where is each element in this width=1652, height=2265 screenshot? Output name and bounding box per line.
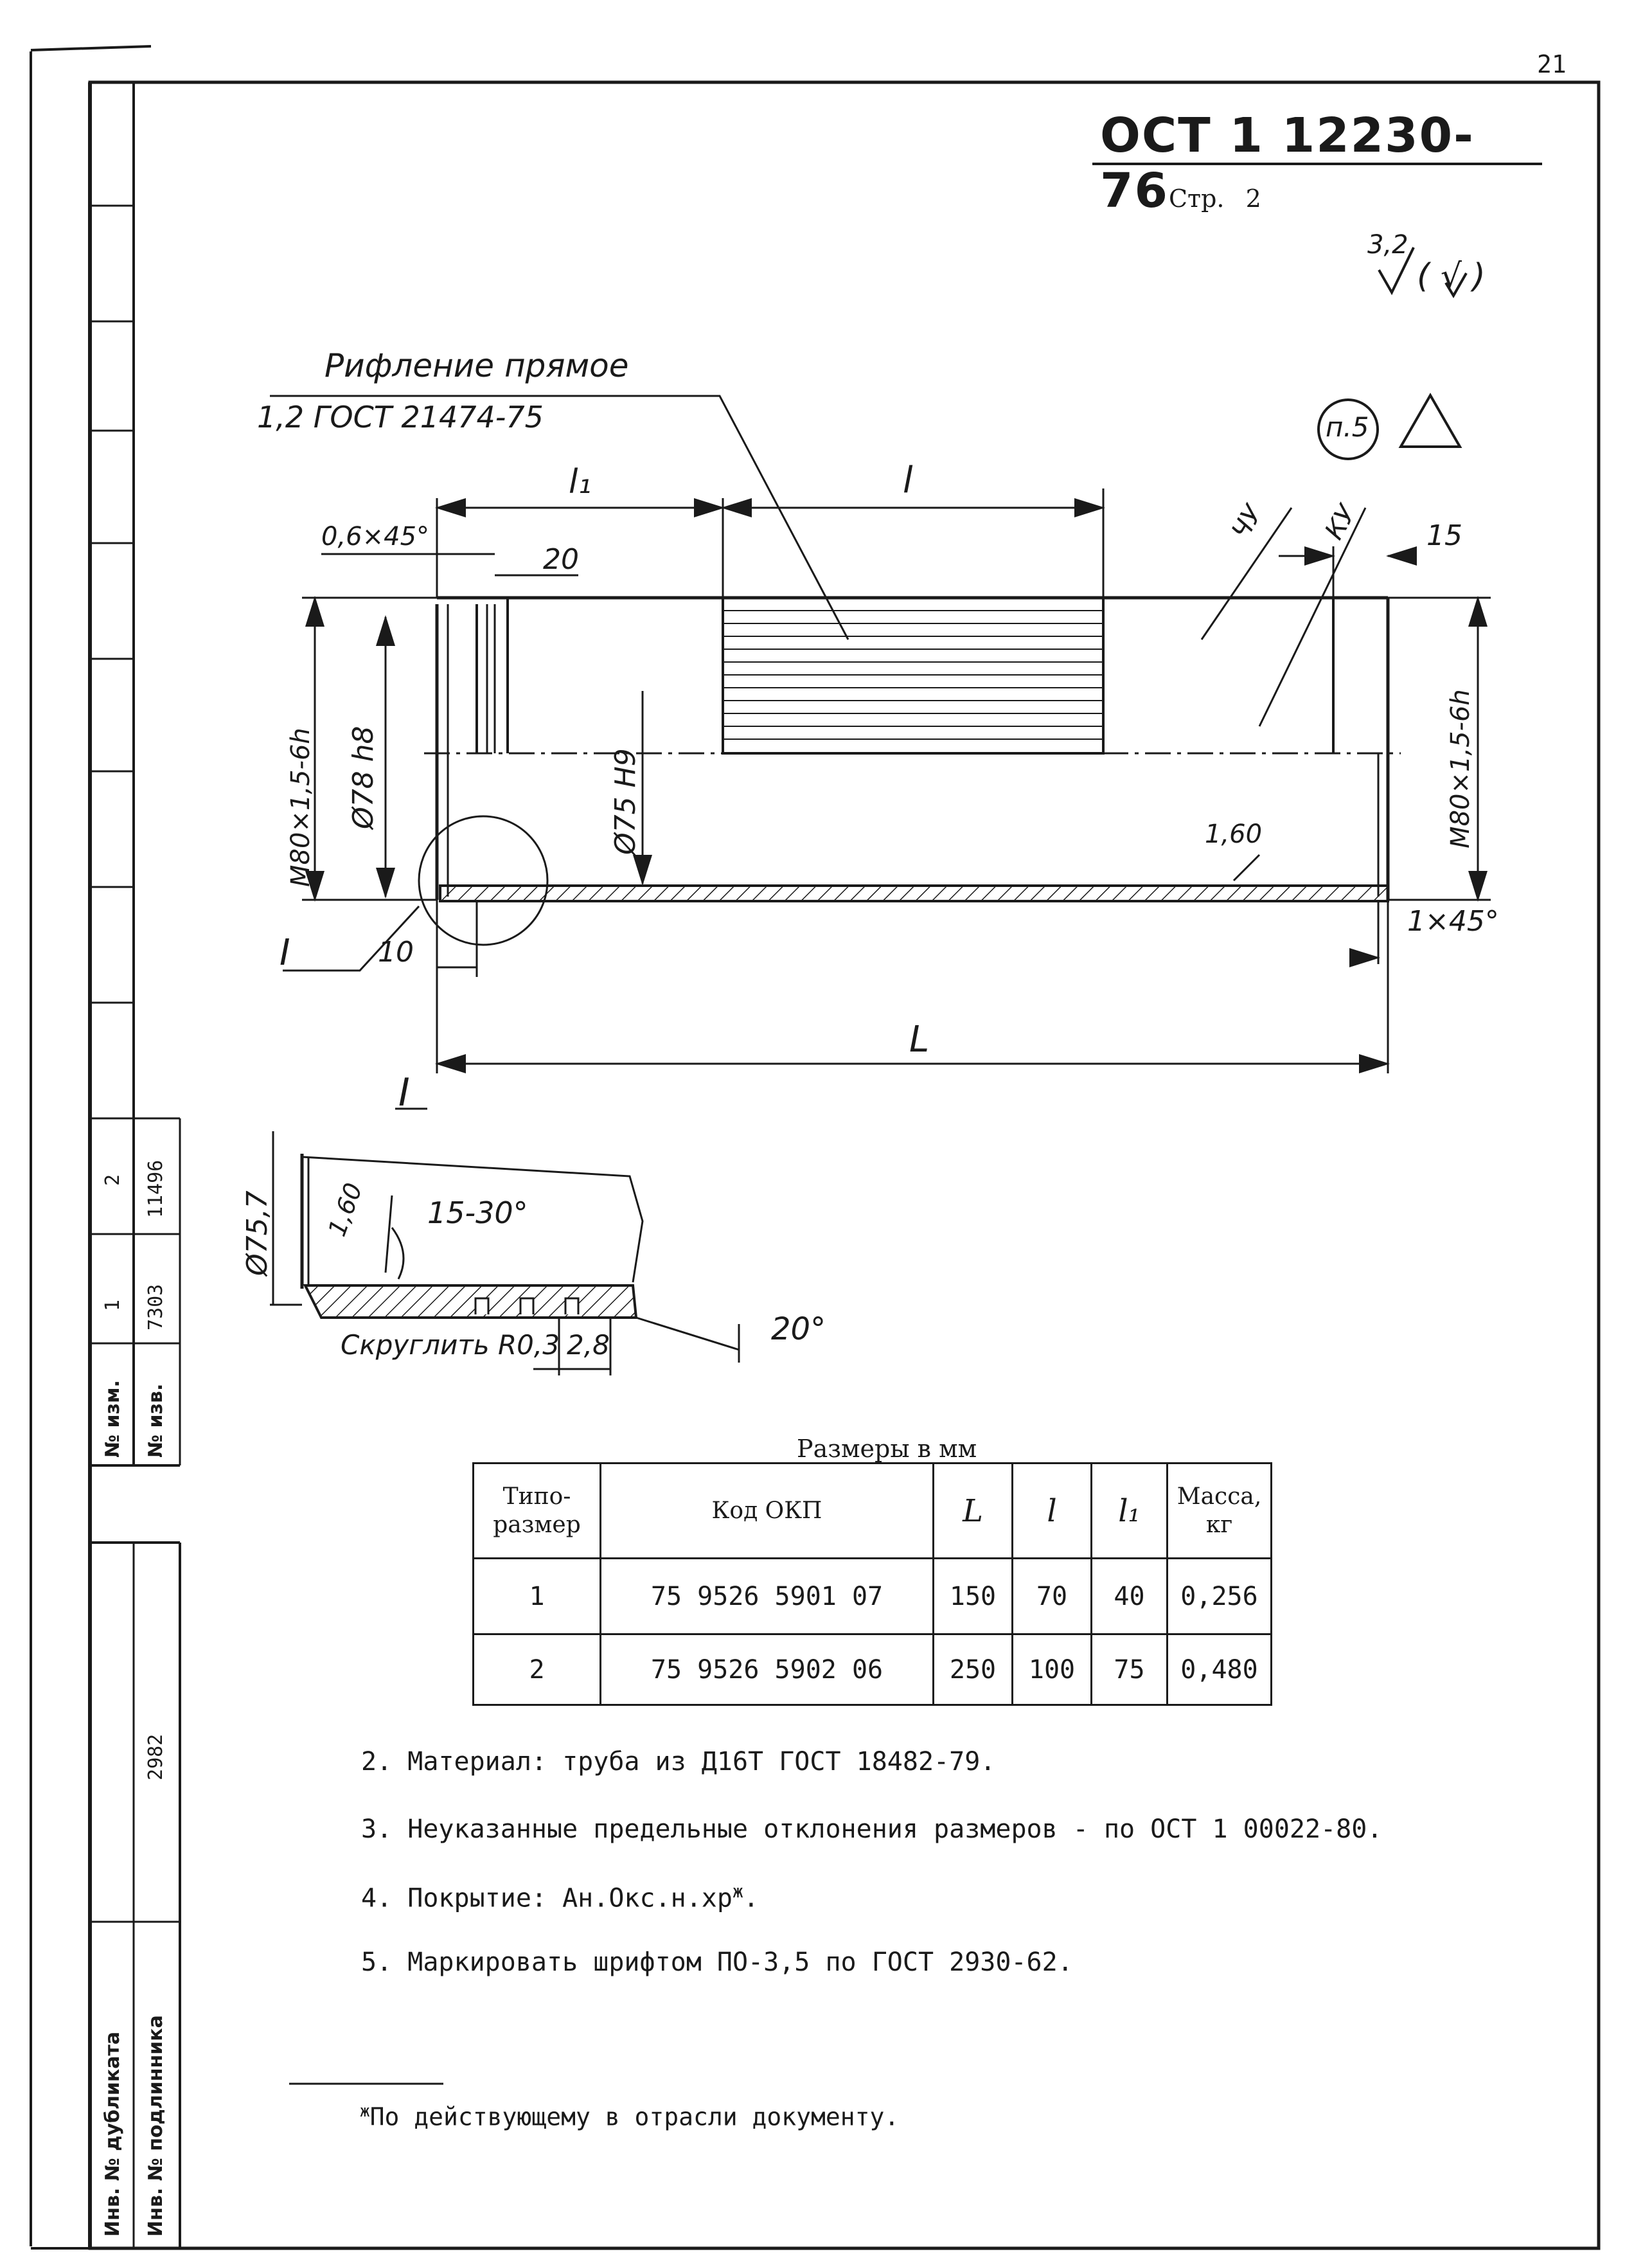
datum-triangle: [1401, 395, 1460, 447]
inv-duplicate-label: Инв. № дубликата: [102, 2031, 124, 2237]
page-label: Стр.: [1168, 184, 1225, 213]
row2-l: 100: [1013, 1634, 1092, 1705]
chamfer-left-dim: 0,6×45°: [321, 522, 430, 551]
sheet-frame: [31, 46, 1599, 2248]
row1-l: 70: [1013, 1559, 1092, 1634]
rev-header-izv: № изв.: [145, 1383, 167, 1458]
detail-title: I: [398, 1070, 410, 1115]
detail-rounding: Скруглить R0,3: [341, 1329, 560, 1361]
thread-right-dim: M80×1,5-6h: [1446, 689, 1475, 848]
rev2-izm: 2: [102, 1174, 124, 1186]
roughness-value: 3,2: [1367, 230, 1408, 260]
detail-pitch: 2,8: [567, 1329, 610, 1361]
table-caption: Размеры в мм: [797, 1435, 977, 1463]
footnote-mark: ж: [360, 2102, 370, 2121]
inv-original-label: Инв. № подлинника: [145, 2015, 167, 2237]
rev2-izv: 11496: [145, 1159, 167, 1218]
header-mass: Масса, кг: [1168, 1464, 1272, 1559]
page-value: 2: [1245, 184, 1261, 213]
chamfer-right-dim: 1×45°: [1407, 905, 1499, 938]
detail-marker: I: [280, 932, 290, 974]
row1-okp: 75 9526 5901 07: [601, 1559, 934, 1634]
bore-roughness: 1,60: [1205, 819, 1263, 849]
table-row: [474, 1634, 1272, 1705]
row2-size: 2: [474, 1634, 601, 1705]
note-4-text: 4. Покрытие: Ан.Окс.н.хр: [361, 1883, 733, 1913]
page-number: 21: [1537, 50, 1567, 78]
part-outline: [424, 598, 1401, 900]
wall-section: [440, 886, 1388, 901]
roughness-rest: ( √ ): [1417, 257, 1486, 296]
note-4: 4. Покрытие: $Ан.Окс.н.хр^ж$.: [361, 1881, 759, 1913]
note-ref: п.5: [1326, 411, 1369, 443]
rev1-izm: 1: [102, 1299, 124, 1311]
inv-original-value: 2982: [145, 1733, 167, 1780]
footnote: [360, 2102, 899, 2131]
row1-mass: 0,256: [1168, 1559, 1272, 1634]
detail-angle: 20°: [771, 1311, 826, 1347]
leader-ky: КУ: [1319, 500, 1362, 545]
l1-dim: l₁: [569, 463, 592, 501]
row2-L: 250: [934, 1634, 1013, 1705]
detail-dia: Ø75,7: [241, 1190, 274, 1276]
thread-left-dim: M80×1,5-6h: [286, 728, 315, 887]
table-row: [474, 1559, 1272, 1634]
groove-width-dim: 20: [543, 543, 579, 576]
left-offset-dim: 10: [378, 936, 414, 969]
dimension-lines: [270, 396, 1491, 1073]
detail-roughness: 1,60: [323, 1179, 368, 1240]
row1-size: 1: [474, 1559, 601, 1634]
row2-l1: 75: [1092, 1634, 1168, 1705]
header-l1: l₁: [1092, 1464, 1168, 1559]
row2-okp: 75 9526 5902 06: [601, 1634, 934, 1705]
rev1-izv: 7303: [145, 1284, 167, 1330]
sizes-table: [472, 1462, 1272, 1706]
knurl-standard: 1,2 ГОСТ 21474-75: [257, 400, 544, 434]
note-3: 3. Неуказанные предельные отклонения размеров - по ОСТ 1 00022-80.: [361, 1814, 1383, 1844]
header-size: Типо- размер: [474, 1464, 601, 1559]
detail-angle-range: 15-30°: [427, 1195, 528, 1230]
document-code: ОСТ 1 12230-76: [1100, 108, 1475, 219]
leader-chy: ЧУ: [1226, 501, 1268, 544]
header-l: l: [1013, 1464, 1092, 1559]
footnote-text: По действующему в отрасли документу.: [369, 2102, 900, 2131]
note-2: 2. Материал: труба из Д16Т ГОСТ 18482-79.: [361, 1747, 996, 1777]
row1-L: 150: [934, 1559, 1013, 1634]
dia-75-dim: Ø75 H9: [609, 748, 642, 855]
rev-header-izm: № изм.: [102, 1380, 124, 1458]
note-4-mark: ж: [732, 1881, 743, 1902]
dia-78-dim: Ø78 h8: [347, 726, 380, 829]
knurl-lines: [723, 611, 1103, 739]
row1-l1: 40: [1092, 1559, 1168, 1634]
row2-mass: 0,480: [1168, 1634, 1272, 1705]
l-total-dim: L: [909, 1019, 930, 1061]
knurl-label: Рифление прямое: [324, 347, 629, 384]
note-5: 5. Маркировать шрифтом ПО-3,5 по ГОСТ 2930-62.: [361, 1947, 1073, 1977]
header-okp: Код ОКП: [601, 1464, 934, 1559]
l-dim: l: [903, 460, 913, 501]
table-header-row: [474, 1464, 1272, 1559]
header-L: L: [934, 1464, 1013, 1559]
right-width-dim: 15: [1426, 519, 1462, 552]
